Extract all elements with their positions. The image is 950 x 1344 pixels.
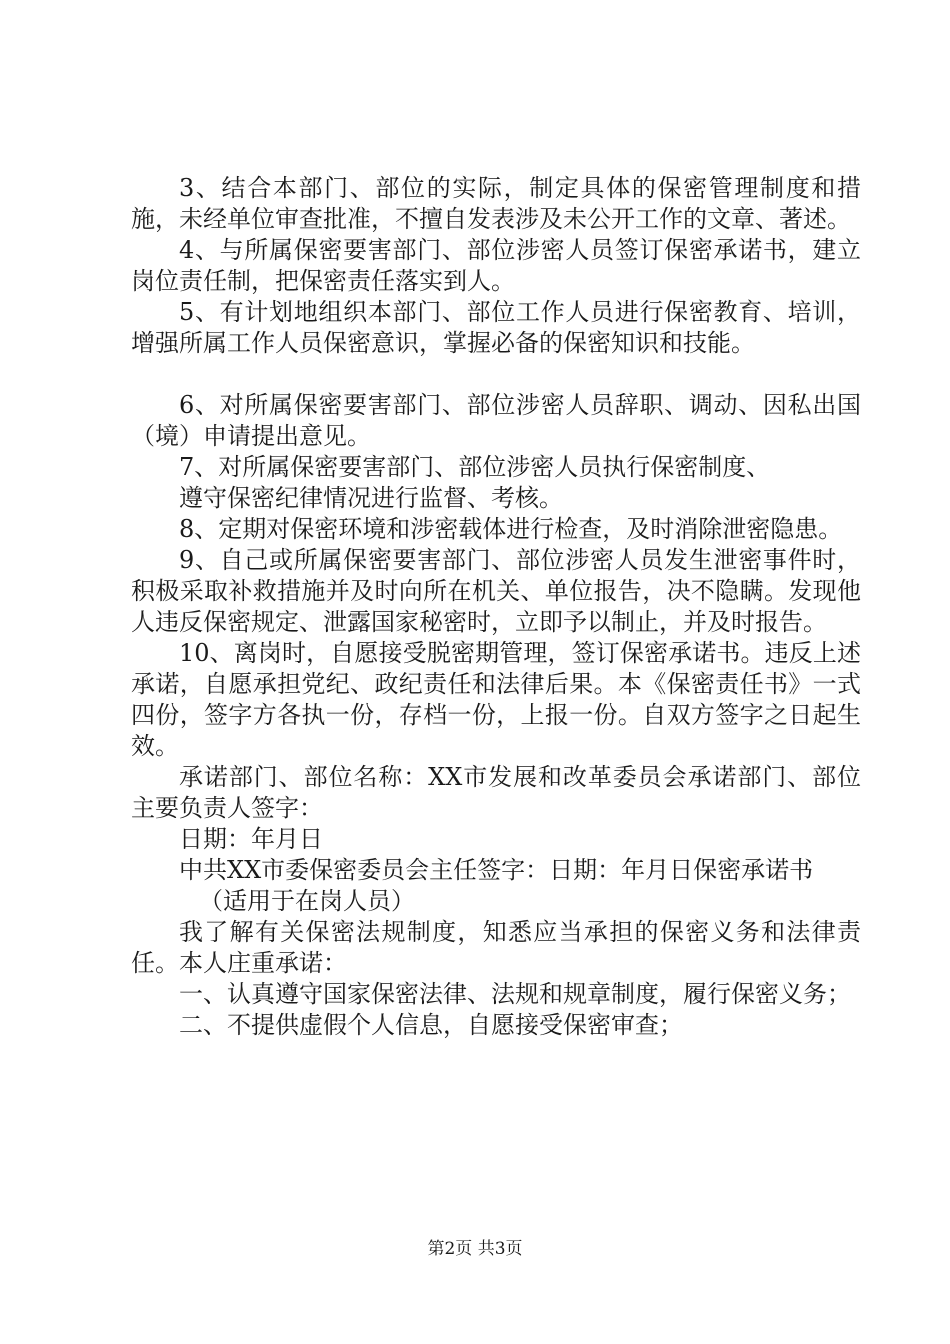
paragraph-4: 4、与所属保密要害部门、部位涉密人员签订保密承诺书，建立岗位责任制，把保密责任落实到人。 bbox=[131, 236, 861, 295]
paragraph-10: 10、离岗时，自愿接受脱密期管理，签订保密承诺书。违反上述承诺，自愿承担党纪、政纪责任和法律后果。本《保密责任书》一式四份，签字方各执一份，存档一份，上报一份。自双方签字之日起生效。 bbox=[131, 639, 861, 760]
signature-date: 日期：年月日 bbox=[179, 825, 323, 853]
paragraph-9: 9、自己或所属保密要害部门、部位涉密人员发生泄密事件时，积极采取补救措施并及时向所在机关、单位报告，决不隐瞒。发现他人违反保密规定、泄露国家秘密时，立即予以制止，并及时报告。 bbox=[131, 546, 861, 636]
paragraph-5: 5、有计划地组织本部门、部位工作人员进行保密教育、培训，增强所属工作人员保密意识，掌握必备的保密知识和技能。 bbox=[131, 298, 861, 357]
paragraph-3: 3、结合本部门、部位的实际，制定具体的保密管理制度和措施，未经单位审查批准，不擅自发表涉及未公开工作的文章、著述。 bbox=[131, 174, 861, 233]
pledge-item-2: 二、不提供虚假个人信息，自愿接受保密审查； bbox=[179, 1011, 683, 1039]
paragraph-6: 6、对所属保密要害部门、部位涉密人员辞职、调动、因私出国（境）申请提出意见。 bbox=[131, 391, 861, 450]
document-body bbox=[131, 173, 861, 1041]
committee-signature: 中共XX市委保密委员会主任签字：日期：年月日保密承诺书 bbox=[179, 856, 814, 884]
pledge-item-1: 一、认真遵守国家保密法律、法规和规章制度，履行保密义务； bbox=[179, 980, 851, 1008]
paragraph-8: 8、定期对保密环境和涉密载体进行检查，及时消除泄密隐患。 bbox=[179, 515, 843, 543]
page-number: 第2页 共3页 bbox=[427, 1239, 523, 1259]
applicability-note: （适用于在岗人员） bbox=[199, 887, 415, 915]
paragraph-7: 7、对所属保密要害部门、部位涉密人员执行保密制度、 bbox=[179, 453, 771, 481]
signature-department: 承诺部门、部位名称：XX市发展和改革委员会承诺部门、部位主要负责人签字： bbox=[131, 763, 861, 822]
pledge-intro: 我了解有关保密法规制度，知悉应当承担的保密义务和法律责任。本人庄重承诺： bbox=[131, 918, 861, 977]
paragraph-7-continued: 遵守保密纪律情况进行监督、考核。 bbox=[179, 484, 563, 512]
